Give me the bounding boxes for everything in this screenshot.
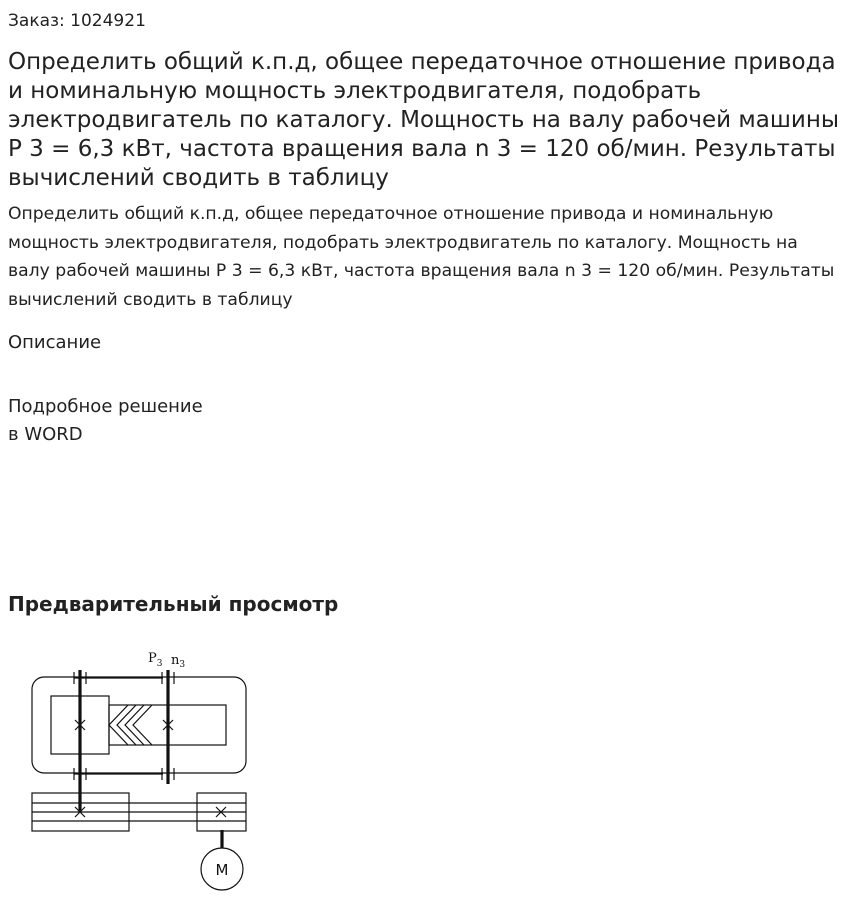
power-label: $P_3$ xyxy=(148,651,163,669)
motor-label: М xyxy=(215,861,229,879)
task-description: Определить общий к.п.д, общее передаточное отношение привода и номинальную мощность электродвигателя, подобрать электродвигатель по каталогу. Мощность на валу рабочей машины Р 3 = 6,3 кВт, частота вращения вала n 3 = 120 об/мин. Результаты вычислений сводить в таблицу xyxy=(8,204,835,310)
order-number: Заказ: 1024921 xyxy=(8,11,146,31)
description-line-1: Подробное решение xyxy=(8,396,203,417)
belt-drive xyxy=(32,793,246,831)
bearing-top-left xyxy=(74,672,163,684)
speed-label: $n_3$ xyxy=(171,653,186,670)
drive-kinematic-diagram xyxy=(20,640,260,900)
gearbox-housing xyxy=(32,677,246,773)
task-title: Определить общий к.п.д, общее передаточное отношение привода и номинальную мощность электродвигателя, подобрать электродвигатель по каталогу. Мощность на валу рабочей машины Р 3 = 6,3 кВт, частота вращения вала n 3 = 120 об/мин. Результаты вычислений сводить в таблицу xyxy=(8,49,840,191)
description-line-2: в WORD xyxy=(8,424,83,445)
bearing-bottom-left xyxy=(74,768,163,780)
gear-teeth xyxy=(109,705,152,745)
description-text xyxy=(8,393,203,449)
preview-heading: Предварительный просмотр xyxy=(8,592,339,616)
description-label: Описание xyxy=(8,332,102,353)
